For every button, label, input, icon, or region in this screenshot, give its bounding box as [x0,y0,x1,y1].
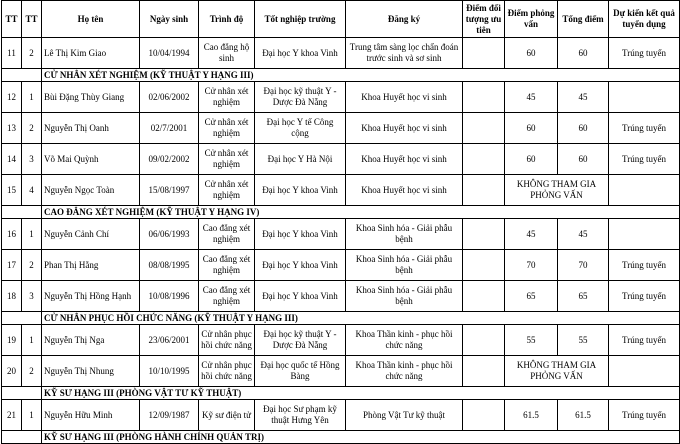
cell-register: Khoa Huyết học vi sinh [346,144,463,175]
section-row [2,387,680,400]
cell-level: Cao đẳng xét nghiệm [199,219,255,250]
cell-total: 55 [558,325,609,356]
cell-level: Cao đẳng xét nghiệm [199,250,255,281]
header-school: Tốt nghiệp trường [255,1,346,38]
cell-dob: 10/10/1995 [140,356,199,387]
cell-register: Khoa Sinh hóa - Giải phẫu bệnh [346,281,463,312]
cell-expected: Trúng tuyển [609,250,680,281]
cell-tt2: 2 [22,250,42,281]
cell-tt1: 18 [2,281,22,312]
cell-name: Nguyễn Ngọc Toàn [42,175,140,206]
cell-total: 45 [558,219,609,250]
cell-tt2: 2 [22,356,42,387]
cell-total: 60 [558,113,609,144]
header-row [2,1,680,38]
section-title: KỸ SƯ HẠNG III (PHÒNG HÀNH CHÍNH QUẢN TRỊ) [42,431,680,444]
table-row [2,400,680,431]
cell-name: Nguyễn Cảnh Chí [42,219,140,250]
cell-school: Đại học Y Hà Nội [255,144,346,175]
section-title: KỸ SƯ HẠNG III (PHÒNG VẬT TƯ KỸ THUẬT) [42,387,680,400]
cell-register: Khoa Huyết học vi sinh [346,113,463,144]
cell-school: Đại học Y khoa Vinh [255,38,346,69]
cell-total: 61.5 [558,400,609,431]
cell-level: Cử nhân xét nghiệm [199,113,255,144]
cell-expected [609,82,680,113]
header-interview: Điểm phỏng vấn [505,1,558,38]
cell-priority [463,38,505,69]
cell-dob: 10/08/1996 [140,281,199,312]
cell-tt1: 20 [2,356,22,387]
cell-level: Kỹ sư điện tử [199,400,255,431]
cell-dob: 10/04/1994 [140,38,199,69]
header-priority: Điểm đối tượng ưu tiên [463,1,505,38]
header-tt1: TT [2,1,22,38]
cell-expected: Trúng tuyển [609,281,680,312]
table-row [2,281,680,312]
cell-total: 70 [558,250,609,281]
section-empty-cell [2,387,42,400]
cell-tt1: 17 [2,250,22,281]
table-row [2,82,680,113]
section-row [2,312,680,325]
cell-school: Đại học quốc tế Hồng Bàng [255,356,346,387]
header-total: Tổng điểm [558,1,609,38]
table-row [2,250,680,281]
cell-school: Đại học Y tế Công cộng [255,113,346,144]
section-title: CỬ NHÂN XÉT NGHIỆM (KỸ THUẬT Y HẠNG III) [42,69,680,82]
cell-expected: Trúng tuyển [609,400,680,431]
cell-tt1: 14 [2,144,22,175]
cell-tt1: 11 [2,38,22,69]
cell-dob: 23/06/2001 [140,325,199,356]
cell-priority [463,82,505,113]
section-empty-cell [2,206,42,219]
cell-priority [463,113,505,144]
header-register: Đăng ký [346,1,463,38]
table-row [2,219,680,250]
cell-dob: 06/06/1993 [140,219,199,250]
cell-priority [463,175,505,206]
table-row [2,113,680,144]
cell-tt1: 12 [2,82,22,113]
cell-school: Đại học kỹ thuật Y - Dược Đà Nẵng [255,82,346,113]
cell-total: 65 [558,281,609,312]
cell-school: Đại học Y khoa Vinh [255,281,346,312]
cell-name: Phan Thị Hằng [42,250,140,281]
cell-level: Cử nhân phục hồi chức năng [199,325,255,356]
cell-school: Đại học Sư phạm kỹ thuật Hưng Yên [255,400,346,431]
cell-school: Đại học Y khoa Vinh [255,250,346,281]
cell-tt1: 16 [2,219,22,250]
cell-expected: Trúng tuyển [609,144,680,175]
table-body [2,38,680,444]
cell-absent-note: KHÔNG THAM GIA PHỎNG VẤN [505,356,609,387]
recruitment-results-table [1,0,680,444]
header-expected: Dự kiến kết quả tuyển dụng [609,1,680,38]
cell-register: Khoa Sinh hóa - Giải phẫu bệnh [346,219,463,250]
header-name: Họ tên [42,1,140,38]
cell-school: Đại học Y khoa Vinh [255,219,346,250]
cell-tt1: 21 [2,400,22,431]
cell-tt2: 3 [22,281,42,312]
cell-expected: Trúng tuyển [609,113,680,144]
cell-priority [463,250,505,281]
cell-interview: 70 [505,250,558,281]
cell-register: Khoa Thần kinh - phục hồi chức năng [346,325,463,356]
section-empty-cell [2,312,42,325]
cell-dob: 02/06/2002 [140,82,199,113]
cell-level: Cử nhân xét nghiệm [199,82,255,113]
cell-priority [463,400,505,431]
cell-interview: 61.5 [505,400,558,431]
table-row [2,144,680,175]
cell-name: Võ Mai Quỳnh [42,144,140,175]
section-empty-cell [2,69,42,82]
cell-tt2: 2 [22,113,42,144]
cell-priority [463,219,505,250]
cell-tt1: 13 [2,113,22,144]
cell-interview: 45 [505,219,558,250]
cell-tt1: 15 [2,175,22,206]
cell-total: 45 [558,82,609,113]
cell-expected [609,175,680,206]
table-row [2,175,680,206]
cell-priority [463,325,505,356]
cell-interview: 55 [505,325,558,356]
cell-total: 60 [558,144,609,175]
table-row [2,38,680,69]
cell-name: Bùi Đặng Thùy Giang [42,82,140,113]
cell-dob: 09/02/2002 [140,144,199,175]
cell-register: Khoa Thần kinh - phục hồi chức năng [346,356,463,387]
header-dob: Ngày sinh [140,1,199,38]
cell-name: Lê Thị Kim Giao [42,38,140,69]
cell-expected [609,356,680,387]
cell-interview: 60 [505,38,558,69]
cell-interview: 65 [505,281,558,312]
header-level: Trình độ [199,1,255,38]
cell-register: Trung tâm sàng lọc chẩn đoán trước sinh và sơ sinh [346,38,463,69]
cell-school: Đại học kỹ thuật Y - Dược Đà Nẵng [255,325,346,356]
cell-tt2: 4 [22,175,42,206]
cell-register: Khoa Huyết học vi sinh [346,82,463,113]
cell-tt2: 3 [22,144,42,175]
cell-tt1: 19 [2,325,22,356]
cell-priority [463,356,505,387]
cell-level: Cao đẳng hộ sinh [199,38,255,69]
cell-dob: 02/7/2001 [140,113,199,144]
section-title: CỬ NHÂN PHỤC HỒI CHỨC NĂNG (KỸ THUẬT Y HẠNG III) [42,312,680,325]
cell-register: Khoa Sinh hóa - Giải phẫu bệnh [346,250,463,281]
cell-name: Nguyễn Hữu Minh [42,400,140,431]
cell-level: Cử nhân xét nghiệm [199,175,255,206]
cell-absent-note: KHÔNG THAM GIA PHỎNG VẤN [505,175,609,206]
cell-tt2: 1 [22,219,42,250]
cell-name: Nguyễn Thị Hồng Hạnh [42,281,140,312]
cell-expected: Trúng tuyển [609,38,680,69]
cell-register: Khoa Huyết học vi sinh [346,175,463,206]
cell-total: 60 [558,38,609,69]
cell-tt2: 2 [22,38,42,69]
section-row [2,206,680,219]
cell-tt2: 1 [22,82,42,113]
table-row [2,356,680,387]
section-title: CAO ĐẲNG XÉT NGHIỆM (KỸ THUẬT Y HẠNG IV) [42,206,680,219]
cell-dob: 12/09/1987 [140,400,199,431]
header-tt2: TT [22,1,42,38]
cell-level: Cử nhân phục hồi chức năng [199,356,255,387]
cell-tt2: 1 [22,325,42,356]
cell-register: Phòng Vật Tư kỹ thuật [346,400,463,431]
cell-name: Nguyễn Thị Oanh [42,113,140,144]
section-row [2,69,680,82]
cell-interview: 60 [505,144,558,175]
cell-priority [463,144,505,175]
cell-interview: 45 [505,82,558,113]
cell-name: Nguyễn Thị Nga [42,325,140,356]
cell-level: Cử nhân xét nghiệm [199,144,255,175]
cell-name: Nguyễn Thị Nhung [42,356,140,387]
cell-dob: 15/08/1997 [140,175,199,206]
cell-dob: 08/08/1995 [140,250,199,281]
cell-priority [463,281,505,312]
cell-interview: 60 [505,113,558,144]
cell-level: Cao đẳng xét nghiệm [199,281,255,312]
cell-school: Đại học Y khoa Vinh [255,175,346,206]
cell-expected [609,219,680,250]
table-row [2,325,680,356]
cell-expected: Trúng tuyển [609,325,680,356]
cell-tt2: 1 [22,400,42,431]
